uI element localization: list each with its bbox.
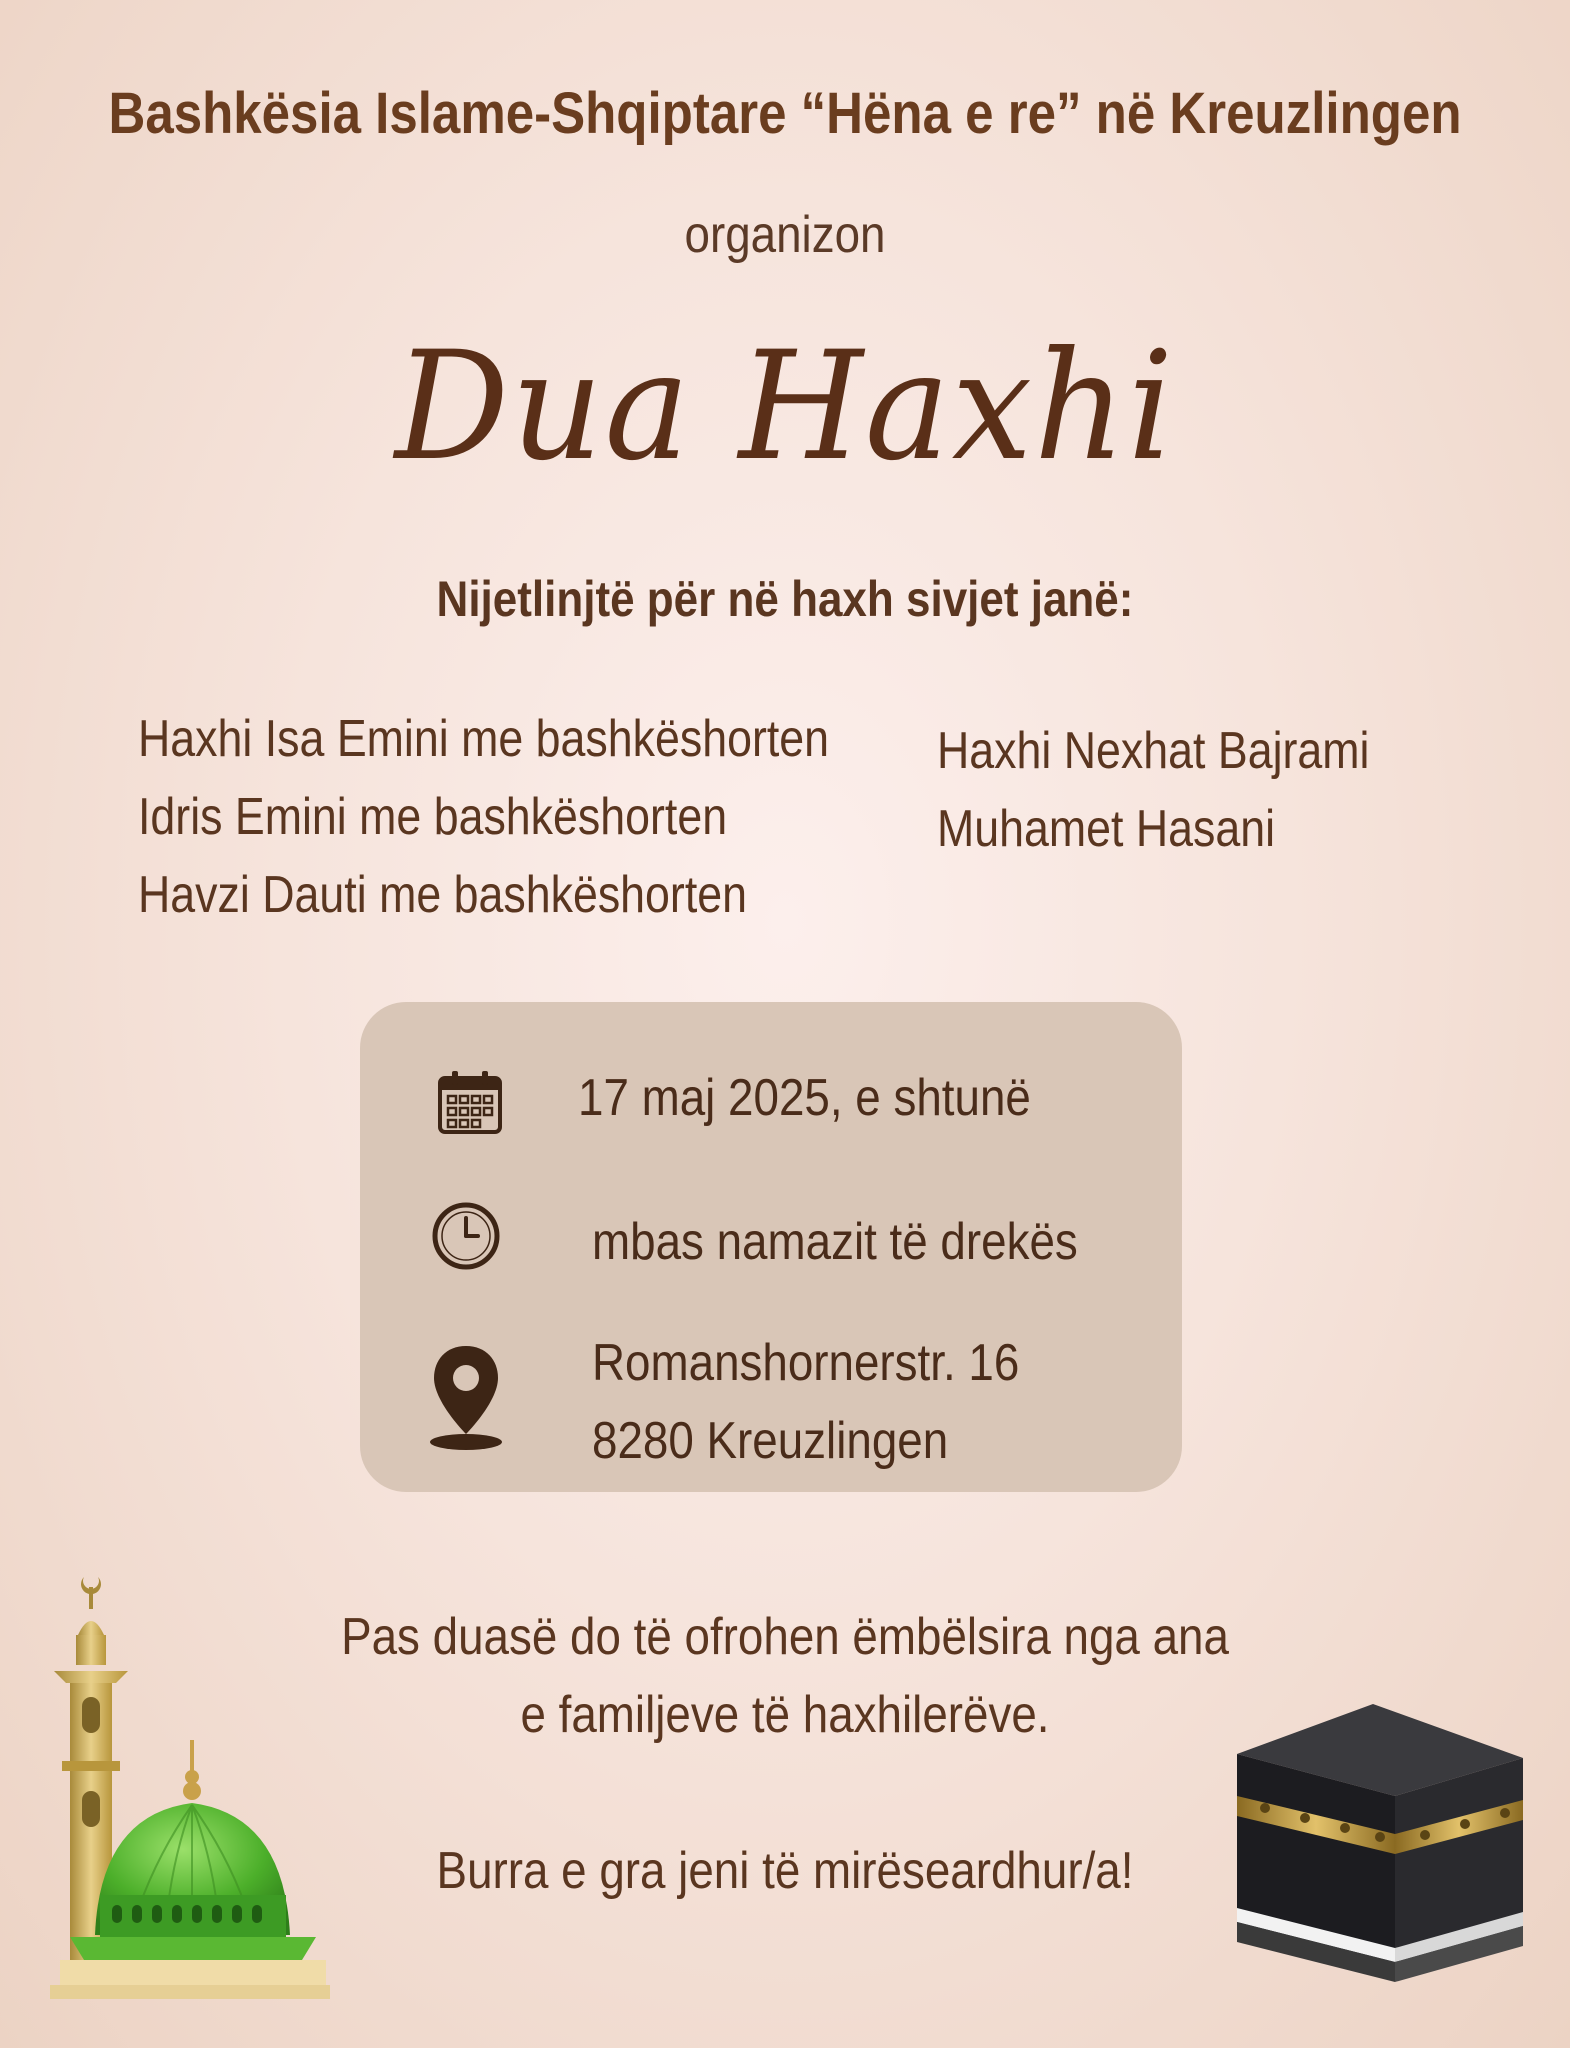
address-line: 8280 Kreuzlingen — [592, 1412, 949, 1470]
event-time — [592, 1212, 1144, 1272]
event-title: Dua Haxhi — [394, 320, 1176, 494]
pilgrim-name: Haxhi Nexhat Bajrami — [937, 722, 1370, 780]
clock-icon — [430, 1200, 502, 1272]
mosque-illustration — [40, 1565, 330, 2005]
pilgrim-name: Muhamet Hasani — [937, 800, 1276, 858]
pilgrims-heading: Nijetlinjtë për në haxh sivjet janë: — [436, 571, 1134, 627]
sweets-note-line: e familjeve të haxhilerëve. — [520, 1686, 1050, 1744]
event-date — [578, 1068, 1093, 1128]
pilgrims-list-left — [138, 700, 942, 934]
event-details-box — [360, 1002, 1182, 1492]
welcome-message: Burra e gra jeni të mirëseardhur/a! — [436, 1842, 1134, 1900]
pilgrims-list-right — [937, 712, 1440, 868]
organizes-label: organizon — [684, 206, 886, 264]
event-address — [592, 1324, 1078, 1480]
kaaba-illustration — [1225, 1700, 1525, 1990]
location-pin-icon — [426, 1342, 506, 1452]
calendar-icon — [436, 1068, 504, 1136]
pilgrim-name: Haxhi Isa Emini me bashkëshorten — [138, 710, 830, 768]
organization-title: Bashkësia Islame-Shqiptare “Hëna e re” në Kreuzlingen — [108, 81, 1462, 146]
address-line: Romanshornerstr. 16 — [592, 1334, 1020, 1392]
pilgrim-name: Idris Emini me bashkëshorten — [138, 788, 728, 846]
pilgrim-name: Havzi Dauti me bashkëshorten — [138, 866, 747, 924]
event-date-text: 17 maj 2025, e shtunë — [578, 1069, 1031, 1127]
sweets-note-line: Pas duasë do të ofrohen ëmbëlsira nga ana — [341, 1608, 1229, 1666]
event-time-text: mbas namazit të drekës — [592, 1213, 1078, 1271]
